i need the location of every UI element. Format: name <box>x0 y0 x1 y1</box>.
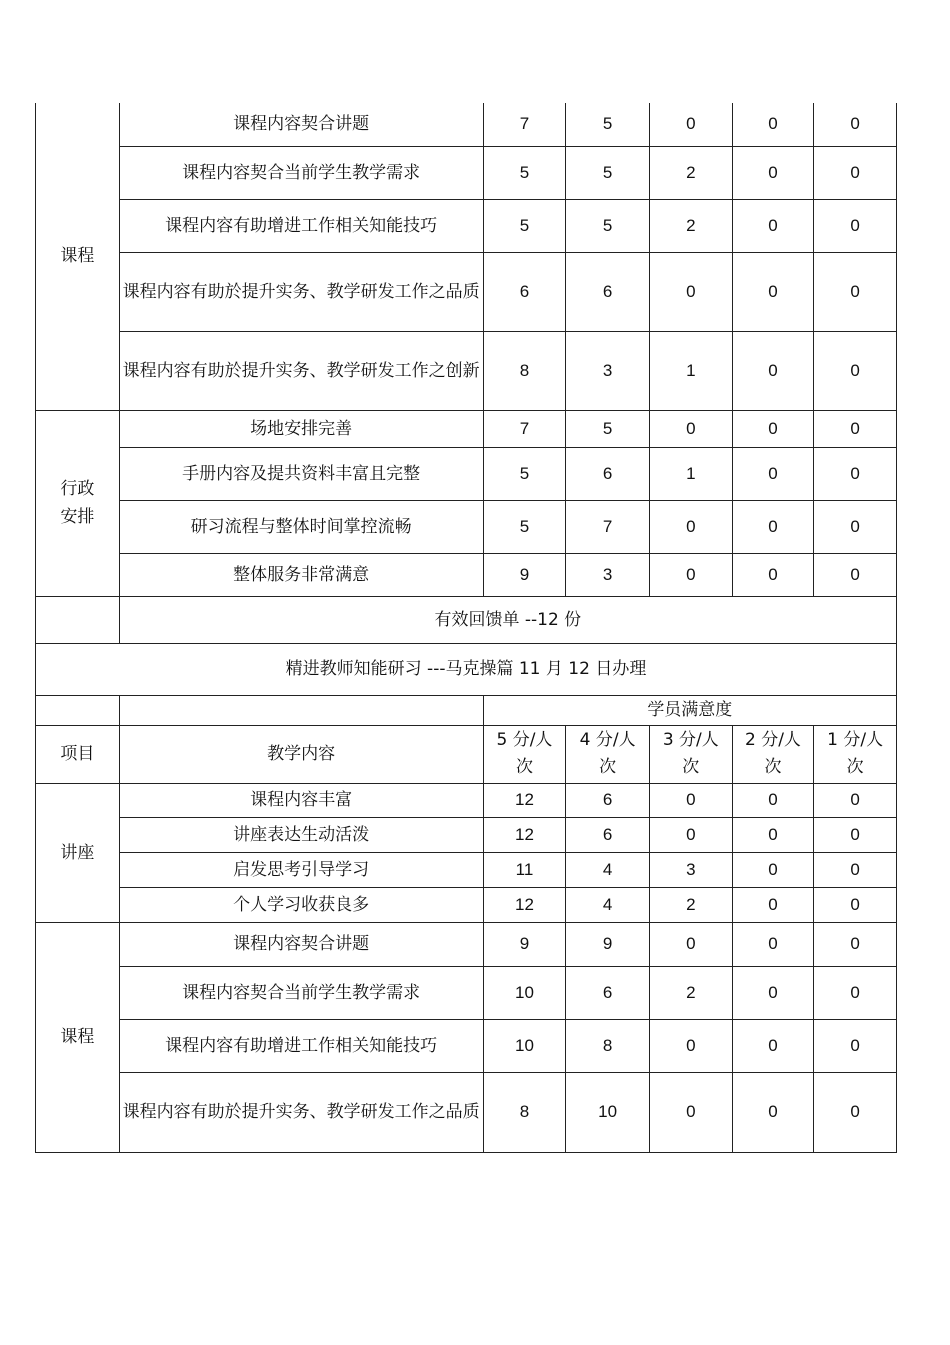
score-cell: 7 <box>483 410 566 447</box>
item-cell: 课程内容契合当前学生教学需求 <box>119 146 483 199</box>
score-header <box>566 725 650 783</box>
item-cell: 个人学习收获良多 <box>119 887 483 922</box>
score-cell: 6 <box>566 447 650 500</box>
score-cell: 0 <box>732 553 814 596</box>
score-cell: 0 <box>732 199 814 252</box>
score-cell: 9 <box>483 922 566 966</box>
score-header-text: 3 分/人次 <box>662 730 719 777</box>
table-row <box>36 500 897 553</box>
score-cell: 0 <box>649 553 732 596</box>
category-cell: 讲座 <box>36 783 120 922</box>
score-cell: 0 <box>649 817 732 852</box>
content-header: 教学内容 <box>119 725 483 783</box>
table-row <box>36 252 897 331</box>
score-cell: 5 <box>483 447 566 500</box>
table-row <box>36 966 897 1019</box>
table-row <box>36 783 897 817</box>
feedback-row-text: 有效回馈单 --12 份 <box>119 596 896 643</box>
score-cell: 8 <box>483 331 566 410</box>
item-cell: 课程内容契合讲题 <box>119 103 483 146</box>
score-cell: 0 <box>814 331 897 410</box>
score-cell: 3 <box>566 331 650 410</box>
category-cell <box>36 410 120 596</box>
score-cell: 0 <box>814 500 897 553</box>
table-row <box>36 553 897 596</box>
score-cell: 0 <box>732 447 814 500</box>
score-cell: 0 <box>814 783 897 817</box>
score-cell: 0 <box>649 1019 732 1072</box>
item-cell: 课程内容有助於提升实务、教学研发工作之品质 <box>119 252 483 331</box>
score-cell: 0 <box>814 922 897 966</box>
item-cell: 课程内容有助增进工作相关知能技巧 <box>119 199 483 252</box>
score-cell: 5 <box>566 146 650 199</box>
item-cell: 场地安排完善 <box>119 410 483 447</box>
table-row <box>36 146 897 199</box>
score-cell: 10 <box>566 1072 650 1152</box>
score-cell: 2 <box>649 146 732 199</box>
score-cell: 9 <box>566 922 650 966</box>
score-cell: 0 <box>649 922 732 966</box>
category-cell: 课程 <box>36 922 120 1152</box>
score-cell: 7 <box>566 500 650 553</box>
score-cell: 5 <box>483 199 566 252</box>
score-cell: 12 <box>483 783 566 817</box>
score-cell: 5 <box>566 199 650 252</box>
score-cell: 1 <box>649 331 732 410</box>
score-cell: 0 <box>649 1072 732 1152</box>
score-cell: 0 <box>732 817 814 852</box>
feedback-row <box>36 596 897 643</box>
item-cell: 课程内容丰富 <box>119 783 483 817</box>
blank-cell <box>36 596 120 643</box>
header-row <box>36 695 897 725</box>
score-cell: 3 <box>649 852 732 887</box>
item-cell: 课程内容契合当前学生教学需求 <box>119 966 483 1019</box>
score-cell: 1 <box>649 447 732 500</box>
score-cell: 0 <box>732 1072 814 1152</box>
satisfaction-table <box>35 103 897 1153</box>
score-cell: 0 <box>732 146 814 199</box>
score-header <box>814 725 897 783</box>
score-header-text: 5 分/人次 <box>496 730 553 777</box>
table-row <box>36 1072 897 1152</box>
score-cell: 6 <box>566 817 650 852</box>
score-cell: 5 <box>483 146 566 199</box>
table-row <box>36 331 897 410</box>
score-cell: 0 <box>649 410 732 447</box>
item-cell: 整体服务非常满意 <box>119 553 483 596</box>
score-cell: 8 <box>483 1072 566 1152</box>
score-header <box>649 725 732 783</box>
score-cell: 0 <box>732 966 814 1019</box>
item-cell: 研习流程与整体时间掌控流畅 <box>119 500 483 553</box>
score-cell: 10 <box>483 966 566 1019</box>
score-cell: 9 <box>483 553 566 596</box>
score-cell: 5 <box>566 103 650 146</box>
score-cell: 2 <box>649 887 732 922</box>
score-cell: 0 <box>732 783 814 817</box>
blank-cell <box>119 695 483 725</box>
item-cell: 课程内容契合讲题 <box>119 922 483 966</box>
score-cell: 0 <box>814 103 897 146</box>
table-row <box>36 887 897 922</box>
score-cell: 12 <box>483 817 566 852</box>
score-cell: 0 <box>814 146 897 199</box>
table-row <box>36 922 897 966</box>
score-cell: 0 <box>814 447 897 500</box>
score-cell: 0 <box>732 887 814 922</box>
table-row <box>36 447 897 500</box>
score-cell: 12 <box>483 887 566 922</box>
score-cell: 5 <box>566 410 650 447</box>
score-cell: 0 <box>732 252 814 331</box>
score-cell: 0 <box>732 1019 814 1072</box>
score-header <box>483 725 566 783</box>
score-cell: 0 <box>732 103 814 146</box>
score-cell: 6 <box>483 252 566 331</box>
item-cell: 启发思考引导学习 <box>119 852 483 887</box>
score-cell: 6 <box>566 252 650 331</box>
score-cell: 11 <box>483 852 566 887</box>
score-cell: 7 <box>483 103 566 146</box>
score-cell: 4 <box>566 852 650 887</box>
score-cell: 0 <box>814 252 897 331</box>
score-header-text: 2 分/人次 <box>744 730 801 777</box>
table-row <box>36 199 897 252</box>
score-cell: 0 <box>649 252 732 331</box>
score-cell: 2 <box>649 199 732 252</box>
score-cell: 0 <box>732 410 814 447</box>
score-cell: 10 <box>483 1019 566 1072</box>
header-row <box>36 725 897 783</box>
score-cell: 4 <box>566 887 650 922</box>
category-cell: 课程 <box>36 103 120 410</box>
blank-cell <box>36 695 120 725</box>
session-title-row-text: 精进教师知能研习 ---马克操篇 11 月 12 日办理 <box>36 643 897 695</box>
score-cell: 2 <box>649 966 732 1019</box>
score-cell: 0 <box>814 887 897 922</box>
score-cell: 0 <box>814 966 897 1019</box>
item-cell: 讲座表达生动活泼 <box>119 817 483 852</box>
item-cell: 手册内容及提共资料丰富且完整 <box>119 447 483 500</box>
table-row <box>36 103 897 146</box>
score-cell: 0 <box>732 500 814 553</box>
score-cell: 0 <box>814 817 897 852</box>
table-row <box>36 852 897 887</box>
table-row <box>36 817 897 852</box>
score-cell: 8 <box>566 1019 650 1072</box>
score-cell: 3 <box>566 553 650 596</box>
satisfaction-header: 学员满意度 <box>483 695 896 725</box>
score-cell: 0 <box>649 103 732 146</box>
category-text: 行政安排 <box>60 479 95 527</box>
score-cell: 0 <box>649 783 732 817</box>
score-cell: 0 <box>732 852 814 887</box>
score-cell: 0 <box>814 1019 897 1072</box>
score-header <box>732 725 814 783</box>
score-cell: 0 <box>814 1072 897 1152</box>
table-row <box>36 1019 897 1072</box>
score-cell: 0 <box>649 500 732 553</box>
score-cell: 0 <box>814 199 897 252</box>
session-title-row <box>36 643 897 695</box>
score-cell: 6 <box>566 966 650 1019</box>
score-cell: 0 <box>814 852 897 887</box>
score-cell: 5 <box>483 500 566 553</box>
item-cell: 课程内容有助於提升实务、教学研发工作之创新 <box>119 331 483 410</box>
item-cell: 课程内容有助於提升实务、教学研发工作之品质 <box>119 1072 483 1152</box>
score-header-text: 1 分/人次 <box>827 730 884 777</box>
score-cell: 0 <box>732 922 814 966</box>
item-cell: 课程内容有助增进工作相关知能技巧 <box>119 1019 483 1072</box>
table-row <box>36 410 897 447</box>
score-header-text: 4 分/人次 <box>579 730 636 777</box>
item-header: 项目 <box>36 725 120 783</box>
score-cell: 0 <box>814 410 897 447</box>
score-cell: 6 <box>566 783 650 817</box>
score-cell: 0 <box>732 331 814 410</box>
score-cell: 0 <box>814 553 897 596</box>
